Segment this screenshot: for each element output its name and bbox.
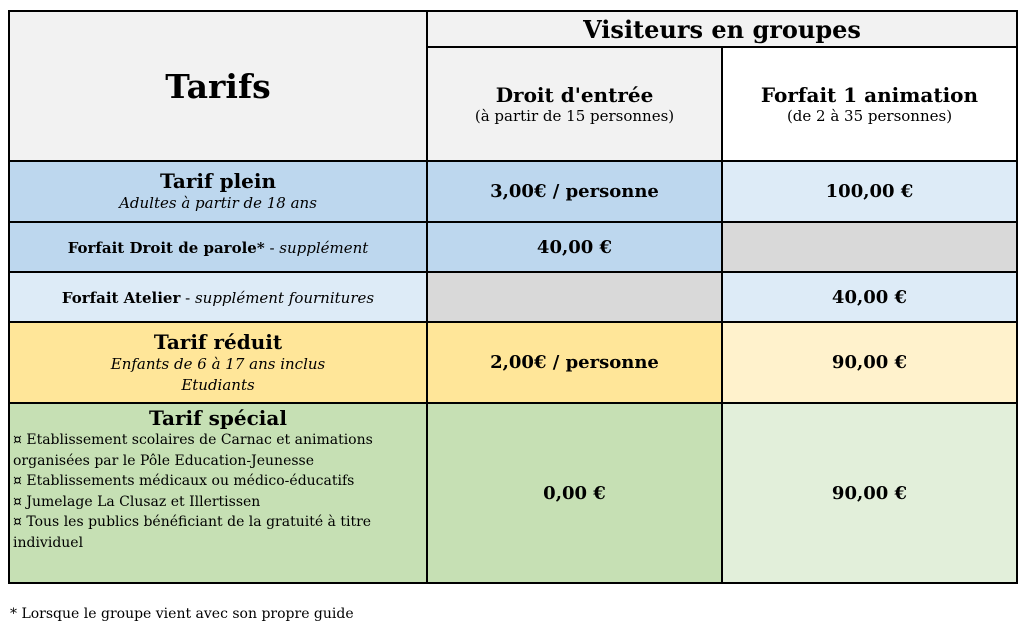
col-header-animation-title: Forfait 1 animation — [760, 83, 979, 107]
forfait-parole-label-sep: - — [264, 238, 280, 257]
forfait-atelier-label-italic: supplément fournitures — [194, 288, 375, 307]
forfait-atelier-animation-price: 40,00 € — [831, 286, 908, 308]
group-header-title: Visiteurs en groupes — [583, 14, 861, 44]
tarif-reduit-animation-cell — [722, 322, 1017, 403]
tarif-plein-label-cell — [9, 161, 427, 222]
col-header-animation-sub: (de 2 à 35 personnes) — [786, 107, 953, 125]
tarif-plein-entree-cell — [427, 161, 722, 222]
tarif-special-line: ¤ Tous les publics bénéficiant de la gratuité à titre — [13, 514, 372, 530]
footnote: * Lorsque le groupe vient avec son propre guide — [10, 606, 354, 622]
forfait-parole-entree-price: 40,00 € — [536, 236, 613, 258]
tarif-reduit-entree-cell — [427, 322, 722, 403]
row-forfait-atelier — [9, 272, 1017, 322]
tarif-special-line: ¤ Etablissement scolaires de Carnac et animations — [13, 432, 373, 448]
tarif-reduit-animation-price: 90,00 € — [831, 352, 908, 373]
tarif-special-line: ¤ Etablissements médicaux ou médico-éducatifs — [13, 473, 355, 489]
tarif-plein-animation-price: 100,00 € — [825, 181, 914, 202]
row-tarif-reduit — [9, 322, 1017, 403]
col-header-animation — [722, 47, 1017, 161]
tarif-special-animation-cell — [722, 403, 1017, 583]
tarifs-title: Tarifs — [165, 66, 271, 106]
tarif-reduit-label-cell — [9, 322, 427, 403]
tarif-special-line: individuel — [13, 534, 84, 551]
forfait-atelier-label — [62, 289, 374, 307]
tarif-special-title: Tarif spécial — [149, 406, 287, 430]
group-header-cell — [427, 11, 1017, 47]
tarif-special-entree-price: 0,00 € — [543, 482, 606, 504]
tarif-special-entree-cell — [427, 403, 722, 583]
tarif-plein-entree-price: 3,00€ / personne — [490, 181, 659, 202]
tarif-plein-title: Tarif plein — [159, 169, 277, 193]
row-tarif-plein — [9, 161, 1017, 222]
forfait-atelier-animation-cell — [722, 272, 1017, 322]
tarif-special-list — [10, 430, 426, 553]
forfait-parole-label-italic: supplément — [279, 238, 369, 257]
tarifs-title-cell — [9, 11, 427, 161]
tarif-plein-animation-cell — [722, 161, 1017, 222]
col-header-entree-sub: (à partir de 15 personnes) — [474, 107, 675, 125]
forfait-parole-label-bold: Forfait Droit de parole* — [67, 238, 265, 257]
tarif-special-line: ¤ Jumelage La Clusaz et Illertissen — [13, 493, 261, 510]
forfait-parole-animation-cell-empty — [722, 222, 1017, 272]
forfait-atelier-label-bold: Forfait Atelier — [61, 288, 181, 307]
tarif-reduit-entree-price: 2,00€ / personne — [490, 352, 659, 373]
forfait-parole-entree-cell — [427, 222, 722, 272]
tarif-reduit-line1: Enfants de 6 à 17 ans inclus — [110, 354, 326, 373]
col-header-entree — [427, 47, 722, 161]
tarif-reduit-line2: Etudiants — [181, 375, 255, 394]
tarif-reduit-title: Tarif réduit — [153, 329, 283, 354]
tarifs-table — [8, 10, 1018, 584]
row-forfait-parole — [9, 222, 1017, 272]
forfait-atelier-label-cell — [9, 272, 427, 322]
tarif-special-label-cell — [9, 403, 427, 583]
forfait-atelier-entree-cell-empty — [427, 272, 722, 322]
tarif-special-line: organisées par le Pôle Education-Jeunesse — [13, 452, 315, 469]
row-tarif-special — [9, 403, 1017, 583]
col-header-entree-title: Droit d'entrée — [495, 83, 654, 107]
forfait-parole-label-cell — [9, 222, 427, 272]
tarif-plein-subtitle: Adultes à partir de 18 ans — [119, 194, 317, 212]
forfait-parole-label — [68, 239, 369, 257]
forfait-atelier-label-sep: - — [180, 288, 195, 307]
tarif-special-animation-price: 90,00 € — [831, 482, 908, 504]
